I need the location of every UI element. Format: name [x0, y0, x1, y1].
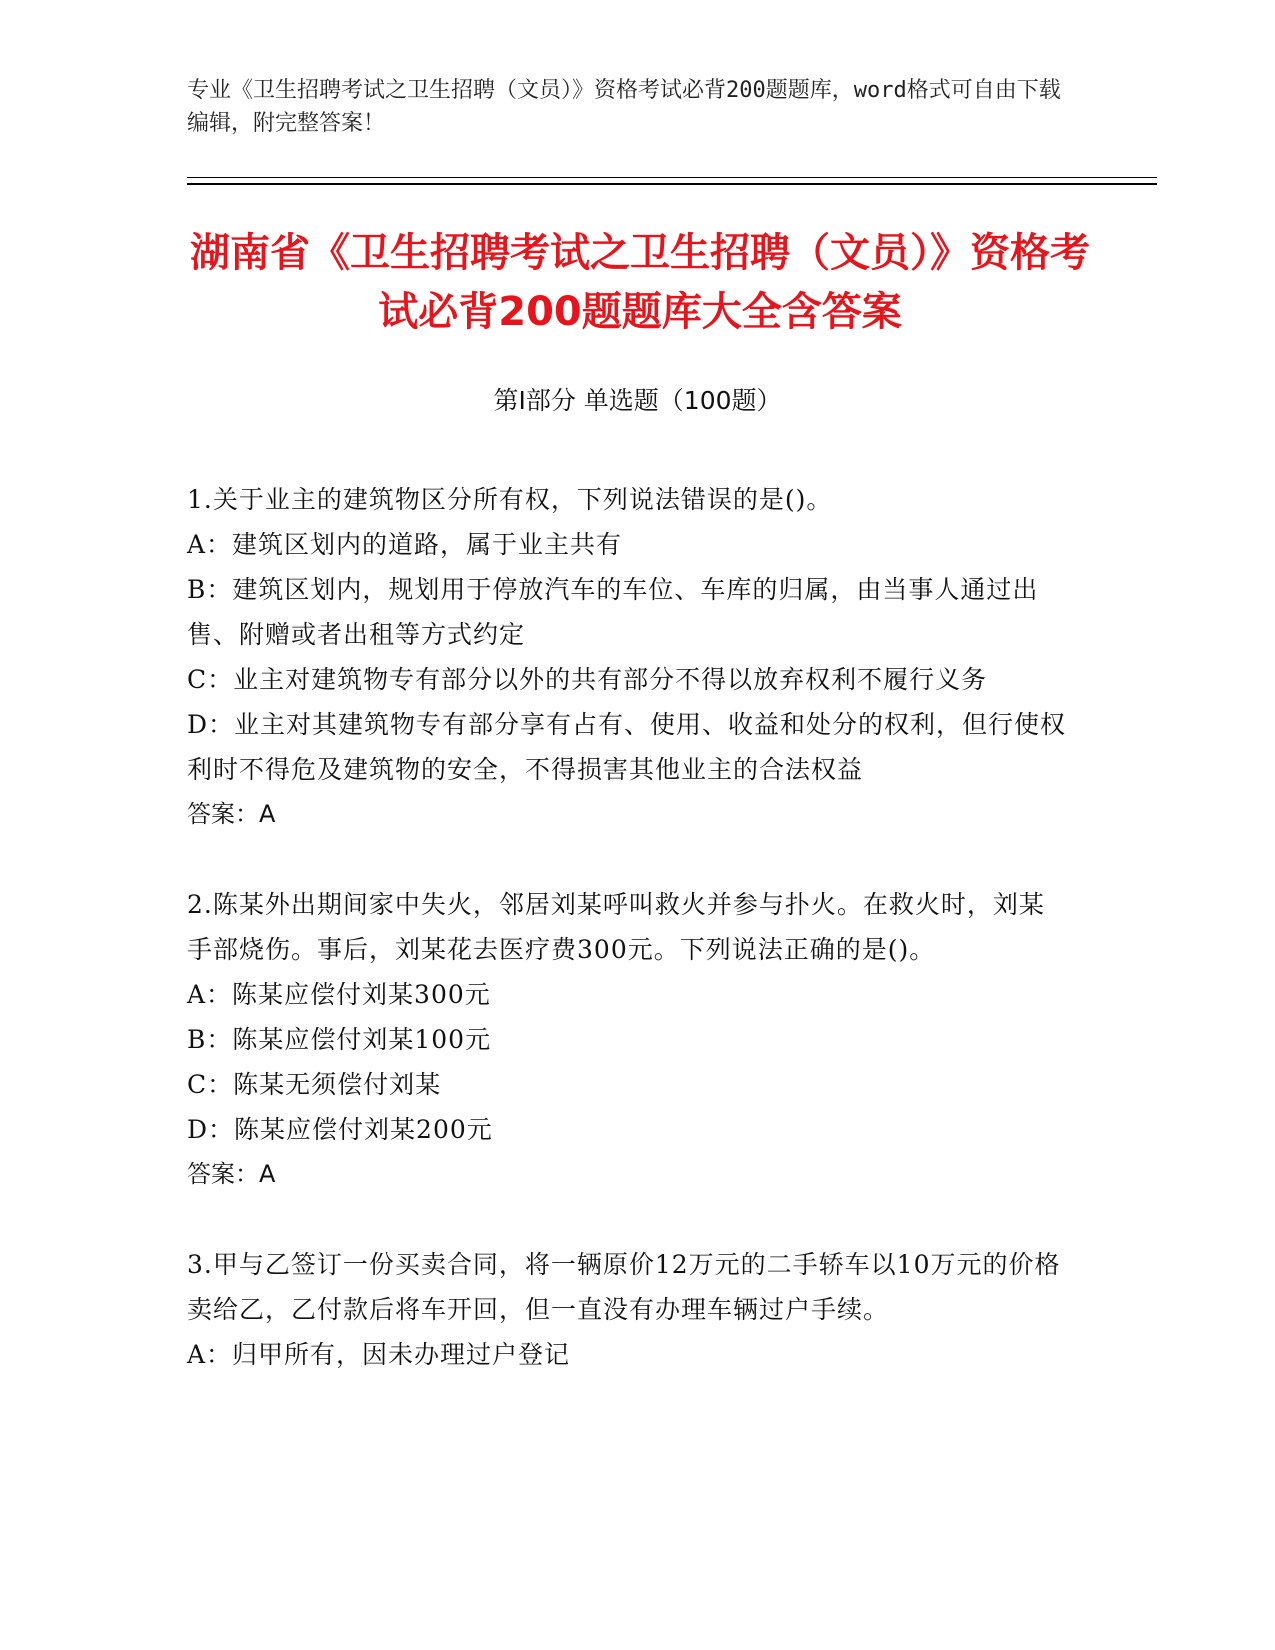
- answer: 答案：A: [187, 1160, 276, 1188]
- option-a: A：归甲所有，因未办理过户登记: [187, 1340, 571, 1369]
- question-stem: 3.甲与乙签订一份买卖合同，将一辆原价12万元的二手轿车以10万元的价格卖给乙，乙付款后将车开回，但一直没有办理车辆过户手续。: [187, 1250, 1061, 1324]
- option-d: D：业主对其建筑物专有部分享有占有、使用、收益和处分的权利，但行使权利时不得危及建筑物的安全，不得损害其他业主的合法权益: [187, 710, 1067, 784]
- question-stem: 2.陈某外出期间家中失火，邻居刘某呼叫救火并参与扑火。在救火时，刘某手部烧伤。事后，刘某花去医疗费300元。下列说法正确的是()。: [187, 890, 1045, 964]
- header-divider-thick: [187, 183, 1157, 185]
- option-d: D：陈某应偿付刘某200元: [187, 1115, 493, 1144]
- header-note: 专业《卫生招聘考试之卫生招聘（文员）》资格考试必背200题题库，word格式可自由下载编辑，附完整答案！: [187, 78, 1061, 136]
- option-a: A：建筑区划内的道路，属于业主共有: [187, 530, 623, 559]
- option-b: B：建筑区划内，规划用于停放汽车的车位、车库的归属，由当事人通过出售、附赠或者出租等方式约定: [187, 575, 1039, 649]
- option-a: A：陈某应偿付刘某300元: [187, 980, 491, 1009]
- header-divider-thin: [187, 177, 1157, 178]
- question-2: [187, 882, 1067, 1197]
- section-title: 第Ⅰ部分 单选题（100题）: [493, 386, 782, 415]
- question-stem: 1.关于业主的建筑物区分所有权，下列说法错误的是()。: [187, 485, 833, 514]
- option-c: C：陈某无须偿付刘某: [187, 1070, 442, 1099]
- document-title: 湖南省《卫生招聘考试之卫生招聘（文员）》资格考试必背200题题库大全含答案: [190, 230, 1090, 335]
- question-1: [187, 477, 1067, 837]
- question-3: [187, 1242, 1067, 1377]
- option-b: B：陈某应偿付刘某100元: [187, 1025, 492, 1054]
- option-c: C：业主对建筑物专有部分以外的共有部分不得以放弃权利不履行义务: [187, 665, 988, 694]
- answer: 答案：A: [187, 800, 276, 828]
- question-list: [187, 477, 1067, 1422]
